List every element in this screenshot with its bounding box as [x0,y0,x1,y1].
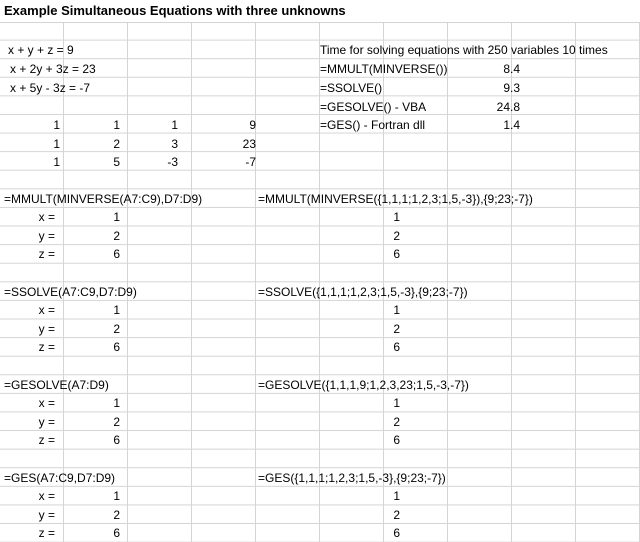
var-label-z: z = [38,247,55,261]
result-x[interactable]: 1 [393,210,400,224]
var-label-x: x = [38,489,55,503]
var-label-z: z = [38,433,55,447]
formula-right-ges[interactable]: =GES({1,1,1;1,2,3;1,5,-3},{9;23;-7}) [258,471,446,485]
matrix-b8[interactable]: 2 [113,137,120,151]
timing-method-2[interactable]: =SSOLVE() [320,81,383,95]
result-z[interactable]: 6 [393,526,400,540]
result-x[interactable]: 1 [113,489,120,503]
result-y[interactable]: 2 [393,415,400,429]
timing-value-3[interactable]: 24.8 [496,100,520,114]
timing-method-1[interactable]: =MMULT(MINVERSE()) [320,62,448,76]
result-z[interactable]: 6 [393,247,400,261]
var-label-x: x = [38,396,55,410]
result-z[interactable]: 6 [393,340,400,354]
result-y[interactable]: 2 [113,415,120,429]
result-z[interactable]: 6 [393,433,400,447]
matrix-c8[interactable]: 3 [171,137,178,151]
var-label-y: y = [38,415,55,429]
equation-1[interactable]: x + y + z = 9 [8,43,74,57]
sheet-title[interactable]: Example Simultaneous Equations with three unknowns [4,3,346,18]
timing-method-4[interactable]: =GES() - Fortran dll [320,118,426,132]
result-x[interactable]: 1 [113,303,120,317]
result-x[interactable]: 1 [113,210,120,224]
result-y[interactable]: 2 [393,322,400,336]
var-label-x: x = [38,210,55,224]
result-y[interactable]: 2 [113,508,120,522]
formula-right-mmult[interactable]: =MMULT(MINVERSE({1,1,1;1,2,3;1,5,-3}),{9;23;-7}) [258,192,533,206]
result-y[interactable]: 2 [113,229,120,243]
var-label-x: x = [38,303,55,317]
equation-2[interactable]: x + 2y + 3z = 23 [10,62,96,76]
matrix-b7[interactable]: 1 [113,118,120,132]
formula-left-ges[interactable]: =GES(A7:C9,D7:D9) [4,471,116,485]
var-label-y: y = [38,322,55,336]
var-label-z: z = [38,526,55,540]
formula-left-ssolve[interactable]: =SSOLVE(A7:C9,D7:D9) [4,285,137,299]
var-label-z: z = [38,340,55,354]
matrix-d8[interactable]: 23 [242,137,256,151]
timing-header[interactable]: Time for solving equations with 250 variables 10 times [320,43,608,57]
formula-right-gesolve[interactable]: =GESOLVE({1,1,1,9;1,2,3,23;1,5,-3,-7}) [258,378,469,392]
matrix-c9[interactable]: -3 [167,155,178,169]
result-y[interactable]: 2 [113,322,120,336]
result-x[interactable]: 1 [113,396,120,410]
result-x[interactable]: 1 [393,396,400,410]
var-label-y: y = [38,229,55,243]
timing-method-3[interactable]: =GESOLVE() - VBA [320,100,427,114]
result-y[interactable]: 2 [393,508,400,522]
equation-3[interactable]: x + 5y - 3z = -7 [10,81,91,95]
matrix-a9[interactable]: 1 [53,155,60,169]
matrix-d9[interactable]: -7 [245,155,256,169]
timing-value-4[interactable]: 1.4 [503,118,520,132]
result-z[interactable]: 6 [113,340,120,354]
matrix-a8[interactable]: 1 [53,137,60,151]
result-z[interactable]: 6 [113,526,120,540]
result-x[interactable]: 1 [393,303,400,317]
formula-right-ssolve[interactable]: =SSOLVE({1,1,1;1,2,3;1,5,-3},{9;23;-7}) [258,285,468,299]
timing-value-1[interactable]: 8.4 [503,62,520,76]
matrix-c7[interactable]: 1 [171,118,178,132]
formula-left-mmult[interactable]: =MMULT(MINVERSE(A7:C9),D7:D9) [4,192,203,206]
timing-value-2[interactable]: 9.3 [503,81,520,95]
result-z[interactable]: 6 [113,247,120,261]
result-z[interactable]: 6 [113,433,120,447]
matrix-d7[interactable]: 9 [249,118,256,132]
matrix-b9[interactable]: 5 [113,155,120,169]
result-x[interactable]: 1 [393,489,400,503]
var-label-y: y = [38,508,55,522]
matrix-a7[interactable]: 1 [53,118,60,132]
result-y[interactable]: 2 [393,229,400,243]
formula-left-gesolve[interactable]: =GESOLVE(A7:D9) [4,378,109,392]
